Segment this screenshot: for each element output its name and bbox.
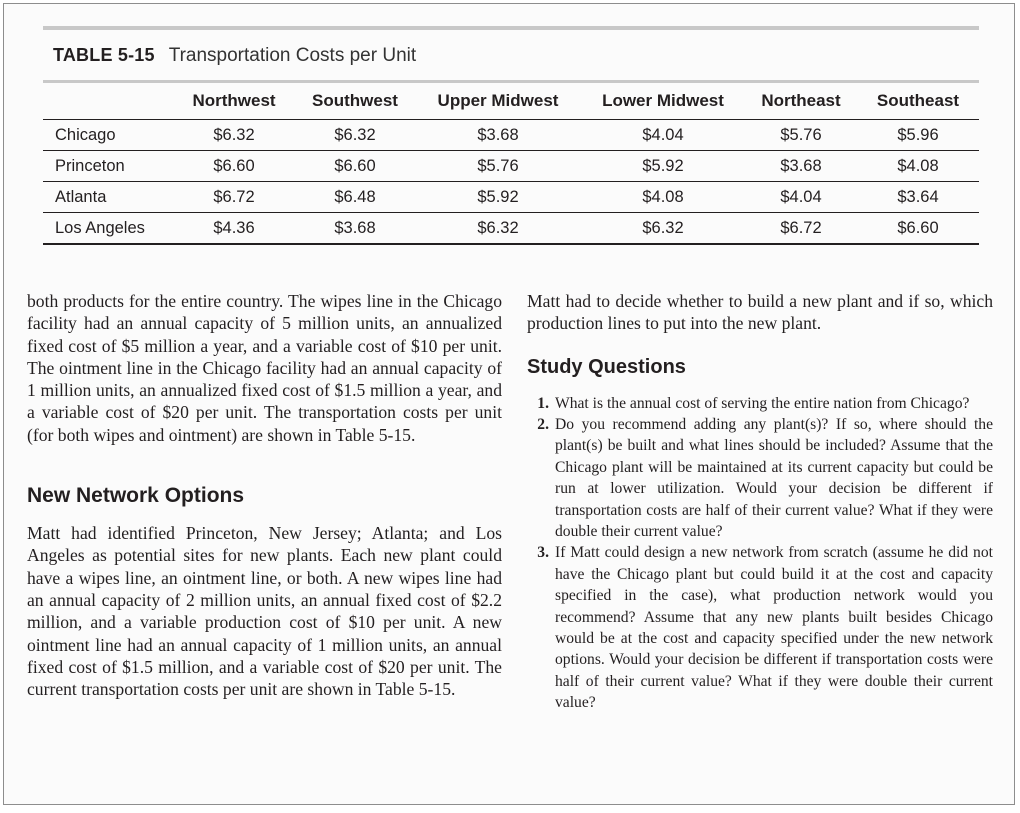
table-cell: $5.96 [857,120,979,151]
left-text-column [27,290,502,700]
table-caption: Transportation Costs per Unit [168,45,417,66]
table-cell: $6.32 [581,213,745,245]
table-row [43,151,979,182]
question-number: 1. [537,394,549,412]
table-title [43,30,979,80]
document-page [3,3,1015,805]
transportation-cost-table-block [43,26,979,245]
table-cell: $4.36 [173,213,295,245]
table-cell: $4.04 [581,120,745,151]
table-header-cell: Northwest [173,83,295,120]
table-row-city: Atlanta [43,182,173,213]
table-header-cell: Southeast [857,83,979,120]
question-text: What is the annual cost of serving the entire nation from Chicago? [555,394,970,412]
question-text: Do you recommend adding any plant(s)? If so, where should the plant(s) be built and what lines should be included? Assume that the Chicago plant will be maintained at its current capacity but could be run at lower utilization. Would your decision be different if transportation costs are half of their current value? What if they were double their current value? [555,416,993,541]
table-row [43,120,979,151]
table-header-cell: Southwest [295,83,415,120]
table-cell: $3.68 [415,120,581,151]
right-text-column [527,290,993,714]
table-cell: $6.32 [173,120,295,151]
table-cell: $6.48 [295,182,415,213]
transportation-cost-table [43,83,979,245]
section-heading-new-network-options: New Network Options [27,484,245,508]
table-row-city: Princeton [43,151,173,182]
table-cell: $5.76 [415,151,581,182]
question-number: 3. [537,544,549,562]
table-header-row [43,83,979,120]
study-question [527,414,993,542]
table-cell: $4.04 [745,182,857,213]
table-cell: $3.68 [295,213,415,245]
table-cell: $4.08 [581,182,745,213]
table-cell: $6.72 [745,213,857,245]
study-questions-list [527,393,993,714]
table-cell: $6.32 [415,213,581,245]
body-paragraph: Matt had to decide whether to build a new plant and if so, which production lines to put into the new plant. [527,291,993,334]
study-question [527,542,993,713]
table-cell: $6.60 [857,213,979,245]
body-paragraph: Matt had identified Princeton, New Jersey; Atlanta; and Los Angeles as potential sites for new plants. Each new plant could have a wipes line, an ointment line, or both. A new wipes line had an annual capacity of 2 million units, an annual fixed cost of $2.2 million, and a variable production cost of $10 per unit. A new ointment line had an annual capacity of 1 million units, an annual fixed cost of $1.5 million, and a variable cost of $20 per unit. The current transportation costs per unit are shown in Table 5-15. [27,523,502,700]
table-cell: $6.32 [295,120,415,151]
table-number: TABLE 5-15 [53,45,155,65]
section-heading-study-questions: Study Questions [527,355,686,378]
table-row-city: Los Angeles [43,213,173,245]
table-header-cell: Upper Midwest [415,83,581,120]
question-number: 2. [537,416,549,433]
table-cell: $6.72 [173,182,295,213]
table-cell: $4.08 [857,151,979,182]
table-row-city: Chicago [43,120,173,151]
question-text: If Matt could design a new network from scratch (assume he did not have the Chicago plant but could build it at the cost and capacity specified in the case), what production network would you recommend? Assume that any new plants built besides Chicago would be at the cost and capacity specified under the new network options. Would your decision be different if transportation costs were half of their current value? What if they were double their current value? [555,544,993,712]
table-row [43,213,979,245]
table-cell: $5.76 [745,120,857,151]
table-cell: $3.68 [745,151,857,182]
body-paragraph: both products for the entire country. The wipes line in the Chicago facility had an annual capacity of 5 million units, an annualized fixed cost of $5 million a year, and a variable cost of $10 per unit. The ointment line in the Chicago facility had an annual capacity of 1 million units, an annualized fixed cost of $1.5 million a year, and a variable cost of $20 per unit. The transportation costs per unit (for both wipes and ointment) are shown in Table 5-15. [27,291,502,445]
table-header-cell: Northeast [745,83,857,120]
table-header-cell: Lower Midwest [581,83,745,120]
table-cell: $6.60 [173,151,295,182]
table-cell: $3.64 [857,182,979,213]
table-cell: $5.92 [581,151,745,182]
table-cell: $5.92 [415,182,581,213]
table-header-cell [43,83,173,120]
table-cell: $6.60 [295,151,415,182]
study-question [527,393,993,414]
table-row [43,182,979,213]
